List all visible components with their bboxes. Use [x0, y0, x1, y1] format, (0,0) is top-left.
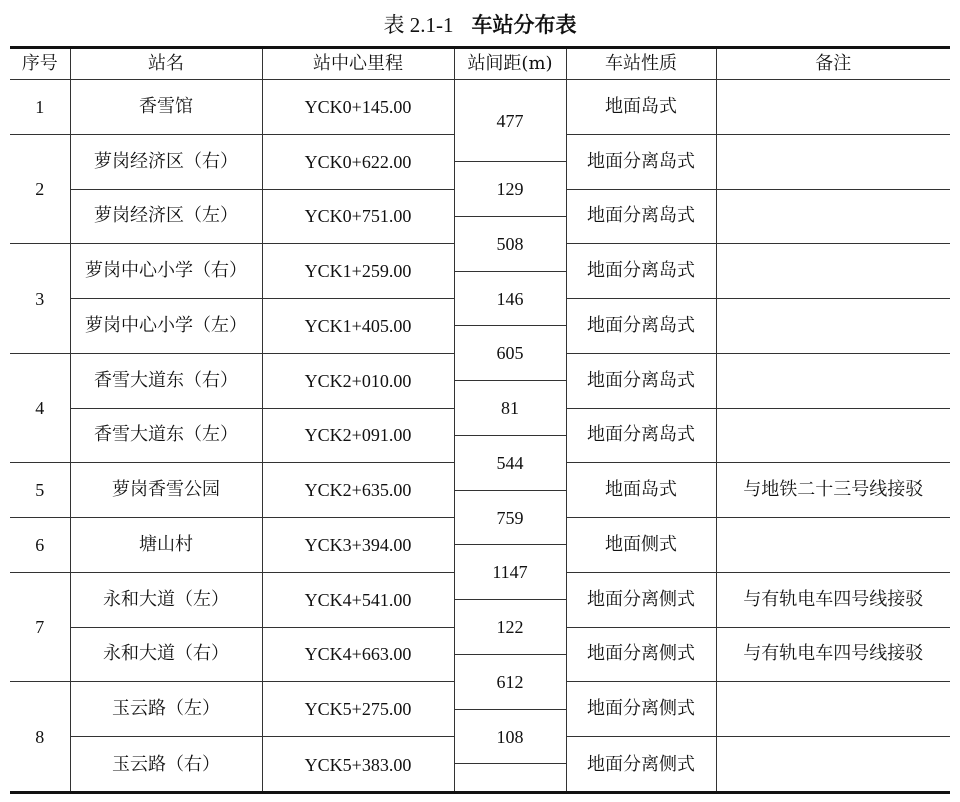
station-note — [716, 244, 950, 299]
station-note — [716, 189, 950, 244]
station-distance: 122 — [454, 600, 566, 655]
station-mileage: YCK2+010.00 — [262, 353, 454, 408]
row-no: 7 — [10, 572, 70, 682]
station-type: 地面岛式 — [566, 80, 716, 135]
station-note — [716, 737, 950, 793]
station-mileage: YCK4+663.00 — [262, 627, 454, 682]
row-no: 5 — [10, 463, 70, 518]
station-mileage: YCK0+145.00 — [262, 80, 454, 135]
station-note — [716, 80, 950, 135]
station-type: 地面分离侧式 — [566, 737, 716, 793]
station-note — [716, 518, 950, 573]
station-mileage: YCK1+405.00 — [262, 299, 454, 354]
table-number: 表 2.1-1 — [383, 13, 454, 37]
station-name: 萝岗经济区（右） — [70, 134, 262, 189]
station-distance: 759 — [454, 490, 566, 545]
station-distance: 605 — [454, 326, 566, 381]
station-mileage: YCK2+635.00 — [262, 463, 454, 518]
station-mileage: YCK5+383.00 — [262, 737, 454, 793]
station-type: 地面分离侧式 — [566, 627, 716, 682]
station-distance: 129 — [454, 162, 566, 217]
station-mileage: YCK0+751.00 — [262, 189, 454, 244]
station-type: 地面分离岛式 — [566, 408, 716, 463]
empty-distance-cell — [454, 764, 566, 793]
station-name: 萝岗中心小学（左） — [70, 299, 262, 354]
station-type: 地面分离岛式 — [566, 299, 716, 354]
row-no: 6 — [10, 518, 70, 573]
row-no: 2 — [10, 134, 70, 244]
station-note — [716, 353, 950, 408]
station-type: 地面分离岛式 — [566, 134, 716, 189]
station-name: 香雪大道东（右） — [70, 353, 262, 408]
row-no: 1 — [10, 80, 70, 135]
station-note: 与地铁二十三号线接驳 — [716, 463, 950, 518]
row-no: 8 — [10, 682, 70, 793]
station-type: 地面岛式 — [566, 463, 716, 518]
row-no: 3 — [10, 244, 70, 354]
station-mileage: YCK1+259.00 — [262, 244, 454, 299]
header-row — [10, 49, 950, 80]
station-mileage: YCK4+541.00 — [262, 572, 454, 627]
station-distance: 477 — [454, 80, 566, 162]
station-distance: 612 — [454, 654, 566, 709]
header-no: 序号 — [10, 49, 70, 80]
station-mileage: YCK0+622.00 — [262, 134, 454, 189]
station-type: 地面分离岛式 — [566, 189, 716, 244]
table-caption — [0, 8, 960, 42]
station-note: 与有轨电车四号线接驳 — [716, 627, 950, 682]
station-note — [716, 408, 950, 463]
station-type: 地面侧式 — [566, 518, 716, 573]
station-distance: 508 — [454, 216, 566, 271]
station-name: 永和大道（右） — [70, 627, 262, 682]
station-note: 与有轨电车四号线接驳 — [716, 572, 950, 627]
station-name: 香雪馆 — [70, 80, 262, 135]
station-type: 地面分离侧式 — [566, 682, 716, 737]
header-mileage: 站中心里程 — [262, 49, 454, 80]
station-distribution-table — [10, 49, 950, 792]
station-distance: 108 — [454, 709, 566, 764]
station-note — [716, 682, 950, 737]
station-distance: 544 — [454, 435, 566, 490]
station-distance: 81 — [454, 381, 566, 436]
station-name: 塘山村 — [70, 518, 262, 573]
station-note — [716, 299, 950, 354]
station-name: 萝岗中心小学（右） — [70, 244, 262, 299]
station-name: 玉云路（右） — [70, 737, 262, 793]
station-mileage: YCK5+275.00 — [262, 682, 454, 737]
station-note — [716, 134, 950, 189]
station-name: 玉云路（左） — [70, 682, 262, 737]
header-station-name: 站名 — [70, 49, 262, 80]
station-name: 永和大道（左） — [70, 572, 262, 627]
station-name: 萝岗香雪公园 — [70, 463, 262, 518]
station-distance: 1147 — [454, 545, 566, 600]
station-type: 地面分离岛式 — [566, 244, 716, 299]
station-mileage: YCK2+091.00 — [262, 408, 454, 463]
table-row — [10, 80, 950, 107]
station-name: 萝岗经济区（左） — [70, 189, 262, 244]
row-no: 4 — [10, 353, 70, 463]
station-name: 香雪大道东（左） — [70, 408, 262, 463]
header-station-type: 车站性质 — [566, 49, 716, 80]
station-distance: 146 — [454, 271, 566, 326]
header-distance: 站间距(m) — [454, 49, 566, 80]
table-title: 车站分布表 — [471, 13, 577, 37]
station-table-container — [10, 46, 950, 794]
header-note: 备注 — [716, 49, 950, 80]
station-type: 地面分离岛式 — [566, 353, 716, 408]
station-mileage: YCK3+394.00 — [262, 518, 454, 573]
station-type: 地面分离侧式 — [566, 572, 716, 627]
